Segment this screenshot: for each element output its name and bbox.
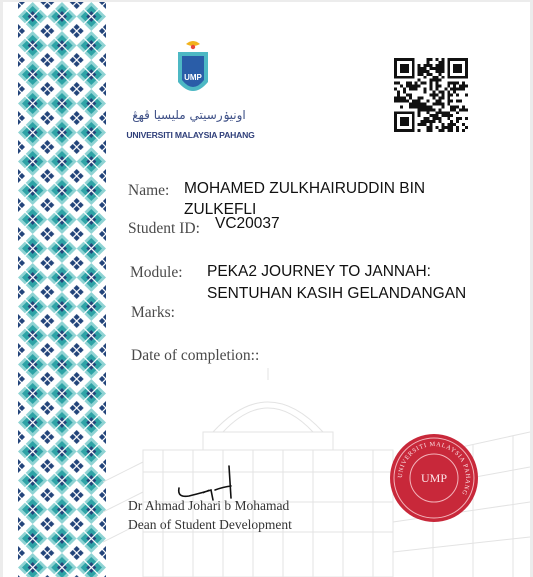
decorative-border-pattern [18, 2, 106, 577]
signatory-title: Dean of Student Development [128, 517, 292, 532]
certificate [3, 2, 530, 577]
official-seal [388, 432, 480, 524]
student-id-label: Student ID: [128, 220, 200, 237]
module-label: Module: [130, 264, 183, 281]
date-of-completion-label: Date of completion:: [131, 347, 260, 364]
logo-text: UMP [184, 73, 202, 82]
module-value-line1: PEKA2 JOURNEY TO JANNAH: [207, 263, 431, 280]
module-value-line2: SENTUHAN KASIH GELANDANGAN [207, 285, 467, 302]
qr-code-icon [394, 58, 468, 132]
marks-label: Marks: [131, 304, 175, 321]
name-label: Name: [128, 182, 170, 199]
university-logo [123, 34, 263, 146]
name-value-line2: ZULKEFLI [184, 201, 257, 218]
student-id-value: VC20037 [215, 215, 280, 232]
seal-center-text: UMP [420, 471, 448, 485]
seal-ring-text: UNIVERSITI MALAYSIA PAHANG [396, 440, 472, 497]
signatory-name: Dr Ahmad Johari b Mohamad [128, 498, 290, 513]
university-name: UNIVERSITI MALAYSIA PAHANG [126, 130, 255, 140]
university-arabic-name: اونيۏرسيتي مليسيا ڤهڠ [132, 108, 246, 122]
ump-shield-icon [168, 38, 218, 108]
name-value-line1: MOHAMED ZULKHAIRUDDIN BIN [184, 180, 426, 197]
